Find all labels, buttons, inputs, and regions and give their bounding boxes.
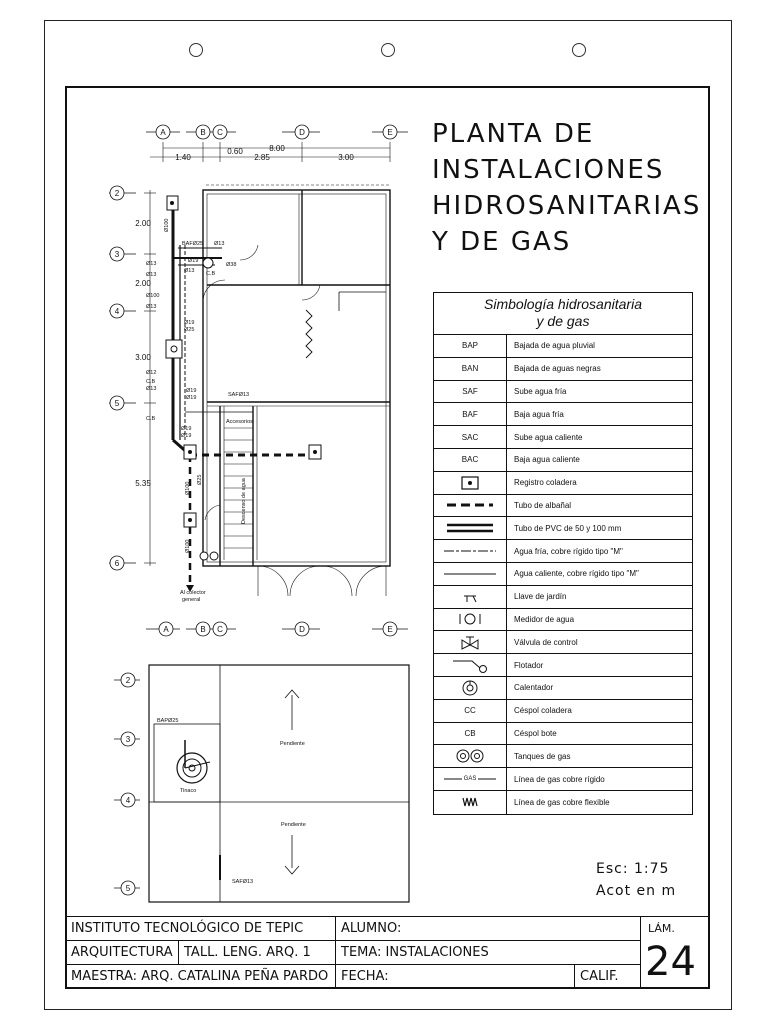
sheet-label: LÁM.	[648, 922, 675, 935]
axis-bubbles-left	[109, 186, 136, 570]
legend-description: Céspol bote	[514, 728, 557, 738]
legend-description: Línea de gas cobre flexible	[514, 797, 610, 807]
legend-description: Baja agua caliente	[514, 455, 580, 465]
legend-title-line: Simbología hidrosanitaria	[484, 296, 642, 312]
pipe-label: Ø25	[184, 327, 195, 333]
pipe-label: Ø19	[188, 258, 199, 264]
legend-row	[434, 586, 692, 609]
legend-row	[434, 791, 692, 814]
student-cell: ALUMNO:	[335, 916, 641, 941]
roof-saf-label: SAFØ13	[232, 879, 254, 885]
roof-plan	[149, 665, 409, 902]
dim-d-e: 3.00	[338, 153, 354, 162]
dim-3-4: 2.00	[135, 279, 151, 288]
roof-axis-bubbles	[114, 673, 140, 895]
dim-2-3: 2.00	[135, 219, 151, 228]
pipe-label: Ø13	[184, 268, 195, 274]
legend-description: Medidor de agua	[514, 614, 575, 624]
topic-cell: TEMA: INSTALACIONES	[335, 940, 641, 965]
legend-description: Flotador	[514, 660, 544, 670]
legend-row	[434, 723, 692, 746]
legend-row	[434, 449, 692, 472]
tubo-pvc-icon	[434, 517, 507, 539]
roof-axis-label-2: 2	[125, 676, 131, 685]
legend-description: Baja agua fría	[514, 409, 564, 419]
pipe-label: C.B	[146, 379, 156, 385]
legend-row	[434, 563, 692, 586]
axis-labels-top	[160, 128, 392, 137]
pipe-label: Ø19	[186, 395, 197, 401]
axis-label-bottom-d: D	[299, 625, 305, 634]
career-cell: ARQUITECTURA	[65, 940, 179, 965]
legend-description: Céspol coladera	[514, 706, 572, 716]
axis-label-bottom-a: A	[163, 625, 169, 634]
legend-row	[434, 495, 692, 518]
sheet-title-line: HIDROSANITARIAS	[432, 191, 702, 221]
legend-description: Línea de gas cobre rígido	[514, 774, 605, 784]
tinaco-label: Tinaco	[180, 788, 197, 794]
tanques-gas-icon	[434, 745, 507, 767]
axis-label-left-6: 6	[114, 559, 120, 568]
axis-label-top-e: E	[387, 128, 393, 137]
legend-description: Agua fría, cobre rígido tipo "M"	[514, 546, 623, 556]
dimension-labels-left	[135, 219, 151, 488]
legend-description: Registro coladera	[514, 478, 577, 488]
grade-cell: CALIF.	[574, 964, 641, 989]
axis-label-bottom-c: C	[217, 625, 223, 634]
dim-a-b: 1.40	[175, 153, 191, 162]
agua-caliente-line-icon	[434, 563, 507, 585]
legend-row	[434, 540, 692, 563]
legend-row	[434, 654, 692, 677]
symbol-legend	[433, 292, 693, 815]
pipe-label: Ø13	[146, 386, 157, 392]
legend-symbol-code: BAN	[434, 358, 507, 380]
legend-description: Sube agua caliente	[514, 432, 583, 442]
pipe-label: Ø100	[146, 293, 160, 299]
roof-bap-label: BAPØ25	[157, 718, 179, 724]
legend-description: Bajada de agua pluvial	[514, 341, 595, 351]
axis-label-top-b: B	[200, 128, 206, 137]
legend-symbol-code: BAP	[434, 335, 507, 357]
legend-description: Tanques de gas	[514, 751, 571, 761]
dimension-lines-left	[144, 190, 156, 566]
legend-row	[434, 517, 692, 540]
dim-5-6: 5.35	[135, 479, 151, 488]
pipe-label: C.B	[206, 271, 216, 277]
legend-title-line: y de gas	[536, 313, 590, 329]
axis-labels-left	[115, 189, 120, 568]
legend-row	[434, 677, 692, 700]
dim-4-5: 3.00	[135, 353, 151, 362]
agua-fria-line-icon	[434, 540, 507, 562]
legend-row	[434, 745, 692, 768]
units-line: Acot en m	[596, 883, 677, 899]
scale-line: Esc: 1:75	[596, 861, 670, 877]
roof-axis-label-5: 5	[125, 884, 131, 893]
legend-row	[434, 358, 692, 381]
legend-rows	[434, 335, 692, 814]
plan-walls	[203, 185, 390, 596]
legend-description: Llave de jardín	[514, 592, 567, 602]
pendiente-label-1: Pendiente	[280, 741, 305, 747]
medidor-agua-icon	[434, 609, 507, 631]
legend-row	[434, 609, 692, 632]
pipe-label: Ø100	[164, 218, 170, 232]
pipe-label: Ø38	[226, 262, 237, 268]
sheet-title	[432, 116, 702, 260]
gas-line-code: GAS	[463, 776, 477, 783]
legend-row	[434, 403, 692, 426]
pipe-label: Ø19	[181, 426, 192, 432]
legend-description: Válvula de control	[514, 637, 578, 647]
dim-b-c: 0.60	[227, 147, 243, 156]
legend-row	[434, 472, 692, 495]
sheet-title-line: PLANTA DE	[432, 119, 595, 149]
legend-symbol-code: CC	[434, 700, 507, 722]
registro-coladera-icon	[434, 472, 507, 494]
axis-bubbles-top	[146, 125, 408, 139]
teacher-cell: MAESTRA: ARQ. CATALINA PEÑA PARDO	[65, 964, 336, 989]
legend-symbol-code: SAF	[434, 381, 507, 403]
axis-label-top-a: A	[160, 128, 166, 137]
valvula-control-icon	[434, 631, 507, 653]
scale-note	[596, 858, 676, 902]
stairs	[224, 428, 253, 548]
legend-row	[434, 768, 692, 791]
pendiente-label-2: Pendiente	[281, 822, 306, 828]
sheet-number: 24	[645, 939, 696, 985]
legend-description: Calentador	[514, 683, 554, 693]
legend-row	[434, 335, 692, 358]
pipe-label: Ø19	[186, 388, 197, 394]
axis-label-left-5: 5	[114, 399, 120, 408]
legend-row	[434, 426, 692, 449]
course-cell: TALL. LENG. ARQ. 1	[178, 940, 336, 965]
legend-row	[434, 700, 692, 723]
flotador-icon	[434, 654, 507, 676]
legend-symbol-code: SAC	[434, 426, 507, 448]
sheet-title-line: Y DE GAS	[432, 227, 572, 257]
roof-axis-labels	[126, 676, 131, 893]
axis-label-left-3: 3	[114, 250, 120, 259]
legend-symbol-code: BAF	[434, 403, 507, 425]
pipe-label: SAFØ13	[228, 392, 250, 398]
legend-description: Sube agua fría	[514, 386, 567, 396]
pipe-label: Ø13	[214, 241, 225, 247]
axis-label-top-c: C	[217, 128, 223, 137]
date-cell: FECHA:	[335, 964, 575, 989]
pipe-label: Ø13	[146, 261, 157, 267]
axis-label-bottom-e: E	[387, 625, 393, 634]
pipe-label: Ø13	[146, 272, 157, 278]
pipe-label: C.B	[146, 416, 156, 422]
legend-description: Tubo de albañal	[514, 500, 572, 510]
pipe-label: Ø13	[146, 304, 157, 310]
accesorios-note: Accesorios	[226, 419, 253, 425]
title-block	[65, 916, 710, 989]
pipe-label: Ø100	[185, 481, 191, 495]
legend-description: Tubo de PVC de 50 y 100 mm	[514, 523, 622, 533]
roof-labels	[157, 718, 306, 885]
calentador-icon	[434, 677, 507, 699]
legend-row	[434, 631, 692, 654]
axis-bubbles-bottom	[146, 622, 408, 636]
linea-gas-rigido-icon	[434, 768, 507, 790]
dimension-labels-top	[175, 144, 354, 162]
legend-description: Bajada de aguas negras	[514, 364, 601, 374]
pipe-label: Ø25	[197, 474, 203, 485]
llave-jardin-icon	[434, 586, 507, 608]
roof-axis-label-3: 3	[125, 735, 131, 744]
pipe-label: BAFØ25	[182, 241, 204, 247]
roof-axis-label-4: 4	[125, 796, 131, 805]
dim-c-d: 2.85	[254, 153, 270, 162]
legend-title	[434, 293, 692, 335]
sheet-title-line: INSTALACIONES	[432, 155, 665, 185]
legend-symbol-code: CB	[434, 723, 507, 745]
pipe-label: Ø19	[181, 433, 192, 439]
tubo-albanal-icon	[434, 495, 507, 517]
pipe-label: Ø19	[184, 320, 195, 326]
axis-label-left-4: 4	[114, 307, 120, 316]
dim-total: 8.00	[269, 144, 285, 153]
axis-label-left-2: 2	[114, 189, 120, 198]
collector-note-2: general	[182, 597, 201, 603]
collector-note-1: Al colector	[180, 590, 206, 596]
axis-label-bottom-b: B	[200, 625, 206, 634]
legend-symbol-code: BAC	[434, 449, 507, 471]
pipe-label: Ø12	[146, 370, 157, 376]
gas-flexible-line	[306, 310, 312, 358]
linea-gas-flexible-icon	[434, 791, 507, 814]
pipe-labels	[146, 219, 253, 603]
axis-label-top-d: D	[299, 128, 305, 137]
institute-cell: INSTITUTO TECNOLÓGICO DE TEPIC	[65, 916, 336, 941]
descenso-note: Descenso de agua	[241, 478, 247, 524]
pipe-label: Ø100	[185, 539, 191, 553]
legend-description: Agua caliente, cobre rígido tipo "M"	[514, 569, 639, 579]
legend-row	[434, 381, 692, 404]
